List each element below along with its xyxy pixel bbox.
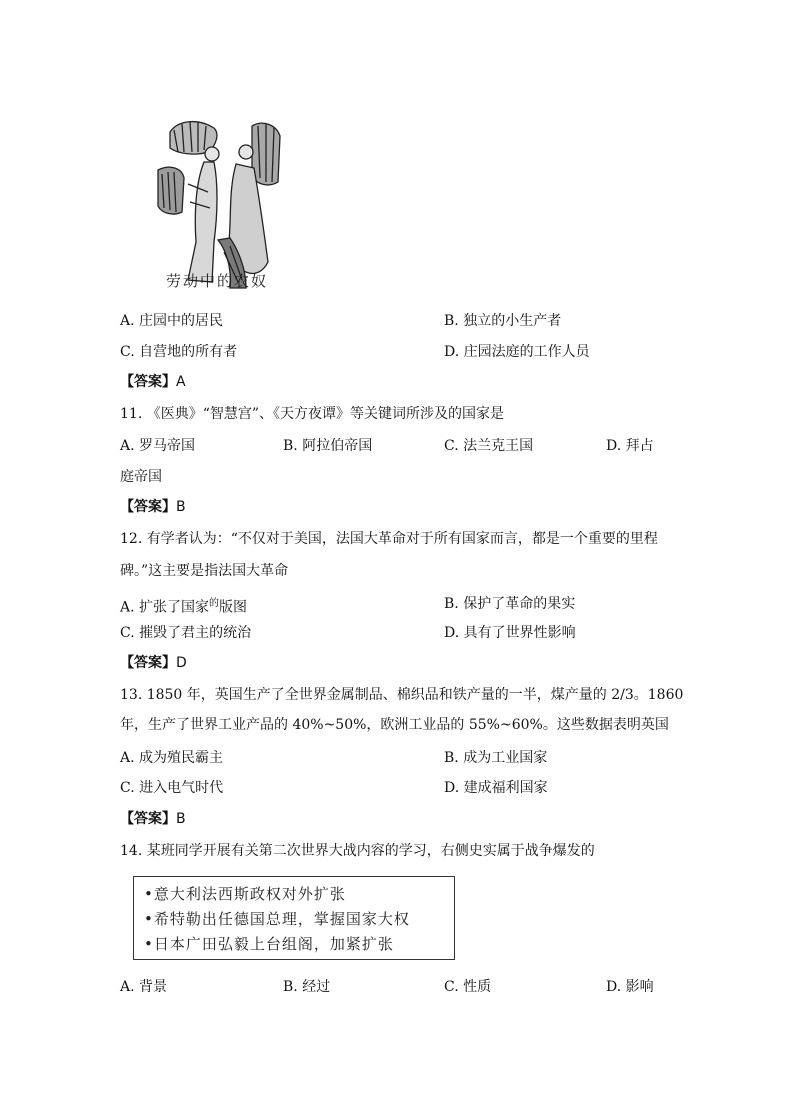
q14-fact-1: •意大利法西斯政权对外扩张 [144, 885, 346, 903]
q12-option-a-superscript: 的 [209, 598, 220, 609]
q11-option-a: A. 罗马帝国 [120, 438, 196, 454]
q10-option-d: D. 庄园法庭的工作人员 [444, 344, 590, 360]
q10-option-c: C. 自营地的所有者 [120, 344, 238, 360]
q12-option-a [120, 595, 247, 617]
answer-label: 【答案】 [120, 811, 176, 827]
q11-option-b: B. 阿拉伯帝国 [283, 438, 373, 454]
q13-answer [120, 810, 186, 828]
q10-answer [120, 373, 186, 391]
q12-answer [120, 654, 187, 672]
q14-option-c: C. 性质 [444, 979, 492, 995]
answer-value: B [176, 499, 186, 515]
q14-option-a: A. 背景 [120, 979, 168, 995]
q14-stem: 14. 某班同学开展有关第二次世界大战内容的学习，右侧史实属于战争爆发的 [120, 843, 595, 859]
q14-facts-box [133, 876, 455, 960]
q12-stem-line2: 碑。”这主要是指法国大革命 [120, 563, 289, 579]
q13-option-d: D. 建成福利国家 [444, 780, 548, 796]
q13-stem-line1: 13. 1850 年，英国生产了全世界金属制品、棉织品和铁产量的一半，煤产量的 2/3。1860 [120, 687, 684, 703]
q11-option-d-continued: 庭帝国 [120, 469, 162, 485]
answer-value: A [176, 374, 186, 390]
q12-option-c: C. 摧毁了君主的统治 [120, 625, 252, 641]
q14-fact-2: •希特勒出任德国总理，掌握国家大权 [144, 910, 410, 928]
q14-fact-3: •日本广田弘毅上台组阁，加紧扩张 [144, 935, 394, 953]
q14-option-b: B. 经过 [283, 979, 331, 995]
answer-value: D [176, 655, 187, 671]
q12-option-a-text: A. 扩张了国家 [120, 599, 210, 616]
answer-label: 【答案】 [120, 655, 176, 671]
illustration-caption: 劳动中的农奴 [166, 272, 269, 290]
q13-option-b: B. 成为工业国家 [444, 750, 548, 766]
q13-stem-line2: 年，生产了世界工业产品的 40%~50%，欧洲工业品的 55%~60%。这些数据表明英国 [120, 717, 669, 733]
q12-option-b: B. 保护了革命的果实 [444, 596, 576, 612]
q14-option-d: D. 影响 [606, 979, 654, 995]
answer-value: B [176, 811, 186, 827]
q12-stem-line1: 12. 有学者认为：“不仅对于美国，法国大革命对于所有国家而言，都是一个重要的里程 [120, 531, 658, 547]
q13-option-c: C. 进入电气时代 [120, 780, 224, 796]
q12-option-d: D. 具有了世界性影响 [444, 625, 576, 641]
q11-stem: 11. 《医典》“智慧宫”、《天方夜谭》等关键词所涉及的国家是 [120, 406, 505, 422]
q11-answer [120, 498, 186, 516]
q13-option-a: A. 成为殖民霸主 [120, 750, 224, 766]
answer-label: 【答案】 [120, 499, 176, 515]
answer-label: 【答案】 [120, 374, 176, 390]
q12-option-a-text-end: 版图 [219, 599, 248, 616]
q11-option-c: C. 法兰克王国 [444, 438, 534, 454]
q10-option-b: B. 独立的小生产者 [444, 313, 562, 329]
q10-option-a: A. 庄园中的居民 [120, 313, 224, 329]
q11-option-d: D. 拜占 [606, 438, 654, 454]
